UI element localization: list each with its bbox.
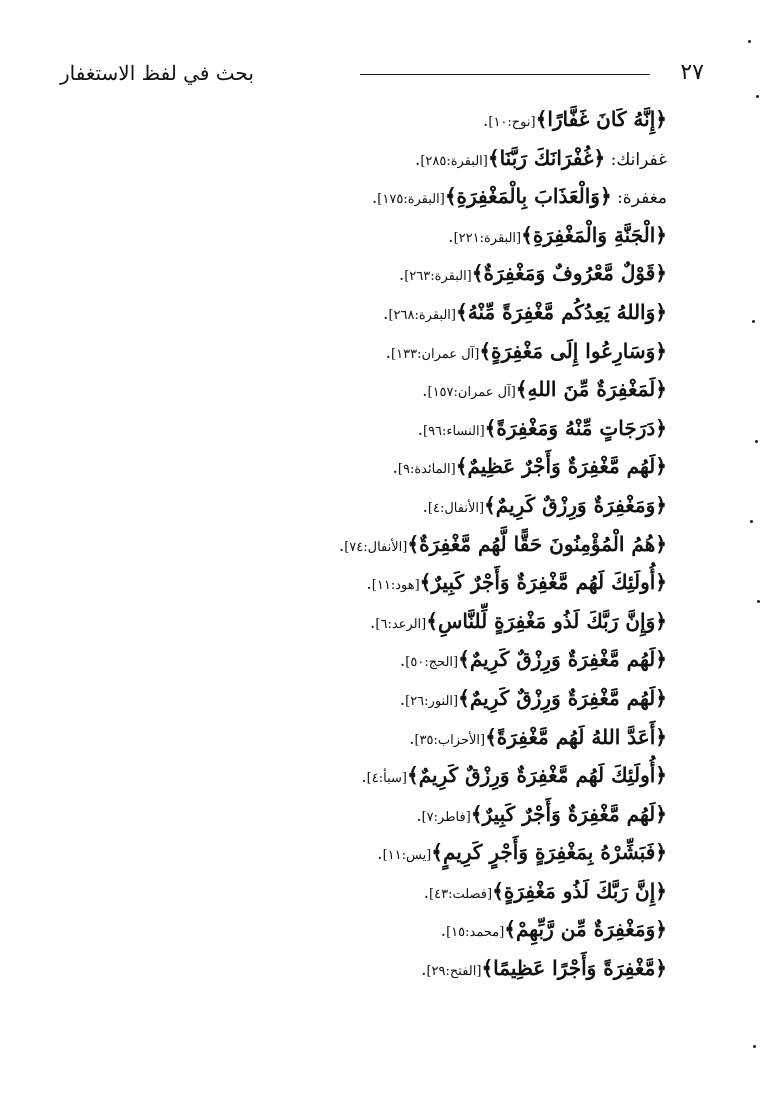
scan-speck	[750, 520, 753, 523]
verse-reference: [الرعد:٦]	[375, 616, 427, 632]
line-end: .	[440, 921, 447, 942]
verse-reference: [البقرة:٢٨٥]	[420, 153, 488, 169]
line-end: .	[366, 574, 372, 595]
line-end: .	[398, 265, 405, 286]
list-item	[207, 640, 667, 679]
line-end: .	[369, 612, 376, 633]
line-end: .	[448, 226, 454, 247]
scan-speck	[752, 320, 755, 323]
list-item	[207, 718, 667, 757]
verse-reference: [سبأ:٤]	[366, 771, 407, 787]
verse-reference: [الأنفال:٧٤]	[344, 539, 408, 555]
scan-speck	[756, 95, 759, 98]
verse-text: ﴿لَهُم مَّغْفِرَةٌ وَأَجْرٌ كَبِيرٌ﴾	[470, 801, 667, 826]
line-end: .	[377, 844, 383, 865]
line-end: .	[422, 381, 428, 402]
verse-reference: [الأنفال:٤]	[427, 500, 485, 516]
line-lead: غفرانك:	[605, 149, 667, 170]
list-item	[207, 910, 667, 949]
line-end: .	[417, 419, 423, 440]
verse-text: ﴿لَمَغْفِرَةٌ مِّنَ اللهِ﴾	[515, 377, 667, 402]
list-item	[207, 293, 667, 332]
running-title: بحث في لفظ الاستغفار	[60, 61, 254, 85]
verse-reference: [الفتح:٢٩]	[426, 964, 482, 980]
verse-reference: [البقرة:٢٢١]	[453, 230, 522, 246]
list-item	[207, 872, 667, 911]
verse-reference: [البقرة:٢٦٣]	[404, 269, 472, 285]
list-item	[207, 100, 667, 139]
line-end: .	[385, 342, 392, 363]
line-end: .	[392, 458, 398, 479]
line-end: .	[409, 728, 415, 749]
scan-speck	[757, 600, 760, 603]
list-item	[207, 679, 667, 718]
verse-text: ﴿وَمَغْفِرَةٌ مِّن رَّبِّهِمْ﴾	[504, 917, 667, 942]
verse-reference: [البقرة:٢٦٨]	[388, 307, 456, 323]
list-item	[207, 447, 667, 486]
verse-text: ﴿إِنَّ رَبَّكَ لَذُو مَغْفِرَةٍ﴾	[492, 878, 667, 903]
line-end: .	[416, 805, 422, 826]
verse-reference: [فصلت:٤٣]	[429, 886, 493, 902]
verse-text: ﴿وَإِنَّ رَبَّكَ لَذُو مَغْفِرَةٍ لِّلنَّاسِ﴾	[426, 608, 667, 633]
verse-reference: [الأحزاب:٣٥]	[414, 732, 486, 748]
verse-reference: [فاطر:٧]	[421, 809, 471, 825]
list-item	[207, 563, 667, 602]
verse-text: ﴿غُفْرَانَكَ رَبَّنَا﴾	[487, 145, 606, 170]
list-item	[207, 602, 667, 641]
line-end: .	[399, 651, 406, 672]
list-item	[207, 332, 667, 371]
line-end: .	[383, 303, 389, 324]
list-item	[207, 525, 667, 564]
list-item	[207, 833, 667, 872]
verse-text: ﴿أُولَئِكَ لَهُم مَّغْفِرَةٌ وَرِزْقٌ كَرِيمٌ﴾	[406, 763, 667, 788]
page-header	[60, 52, 710, 92]
verse-reference: [الحج:٥٠]	[405, 655, 459, 671]
list-item	[207, 756, 667, 795]
verse-text: ﴿مَّغْفِرَةً وَأَجْرًا عَظِيمًا﴾	[481, 956, 667, 981]
list-item	[207, 795, 667, 834]
page-number: ٢٧	[680, 60, 704, 85]
scan-speck	[748, 40, 751, 43]
line-end: .	[421, 960, 427, 981]
verse-list	[207, 100, 667, 988]
list-item	[207, 216, 667, 255]
verse-text: ﴿إِنَّهُ كَانَ غَفَّارًا﴾	[535, 107, 667, 131]
list-item	[207, 370, 667, 409]
verse-reference: [نوح:١٠]	[488, 115, 536, 130]
verse-text: ﴿أَعَدَّ اللهُ لَهُم مَّغْفِرَةً﴾	[485, 724, 667, 749]
list-item	[207, 409, 667, 448]
verse-reference: [آل عمران:١٥٧]	[427, 385, 516, 401]
verse-text: ﴿وَاللهُ يَعِدُكُم مَّغْفِرَةً مِّنْهُ﴾	[456, 299, 667, 324]
line-end: .	[399, 689, 406, 710]
verse-reference: [النور:٢٦]	[405, 693, 459, 709]
line-end: .	[422, 496, 428, 517]
list-item	[207, 486, 667, 525]
verse-text: ﴿وَالْعَذَابَ بِالْمَغْفِرَةِ﴾	[444, 184, 612, 209]
verse-text: ﴿لَهُم مَّغْفِرَةٌ وَأَجْرٌ عَظِيمٌ﴾	[455, 454, 667, 479]
scan-speck	[753, 1045, 756, 1048]
line-end: .	[414, 149, 421, 170]
verse-reference: [يس:١١]	[382, 848, 432, 864]
verse-text: ﴿لَهُم مَّغْفِرَةٌ وَرِزْقٌ كَرِيمٌ﴾	[458, 647, 667, 672]
verse-text: ﴿قَوْلٌ مَّعْرُوفٌ وَمَغْفِرَةٌ﴾	[471, 261, 667, 286]
list-item	[207, 139, 667, 178]
header-rule	[360, 74, 650, 75]
verse-reference: [هود:١١]	[371, 578, 420, 594]
line-end: .	[361, 767, 367, 788]
line-end: .	[423, 882, 430, 903]
line-end: .	[482, 111, 489, 131]
line-end: .	[338, 535, 345, 556]
verse-text: ﴿أُولَئِكَ لَهُم مَّغْفِرَةٌ وَأَجْرٌ كَبِيرٌ﴾	[419, 570, 667, 595]
verse-reference: [المائدة:٩]	[397, 462, 456, 478]
verse-reference: [محمد:١٥]	[446, 925, 505, 941]
verse-text: ﴿وَمَغْفِرَةٌ وَرِزْقٌ كَرِيمٌ﴾	[484, 492, 667, 517]
verse-text: ﴿لَهُم مَّغْفِرَةٌ وَرِزْقٌ كَرِيمٌ﴾	[458, 685, 667, 710]
list-item	[207, 949, 667, 988]
verse-text: ﴿دَرَجَاتٍ مِّنْهُ وَمَغْفِرَةً﴾	[484, 415, 667, 440]
verse-reference: [النساء:٩٦]	[422, 423, 485, 439]
verse-text: ﴿وَسَارِعُوا إِلَى مَغْفِرَةٍ﴾	[479, 338, 667, 363]
line-lead: مغفرة:	[611, 188, 667, 209]
verse-reference: [آل عمران:١٣٣]	[391, 346, 480, 362]
verse-text: ﴿فَبَشِّرْهُ بِمَغْفِرَةٍ وَأَجْرٍ كَرِيمٍ﴾	[431, 840, 667, 865]
list-item	[207, 254, 667, 293]
verse-reference: [البقرة:١٧٥]	[377, 192, 445, 208]
verse-text: ﴿هُمُ الْمُؤْمِنُونَ حَقًّا لَّهُم مَّغْفِرَةٌ﴾	[407, 531, 667, 556]
list-item	[207, 177, 667, 216]
scan-speck	[755, 440, 758, 443]
verse-text: ﴿الْجَنَّةِ وَالْمَغْفِرَةِ﴾	[521, 222, 667, 247]
line-end: .	[371, 188, 378, 209]
